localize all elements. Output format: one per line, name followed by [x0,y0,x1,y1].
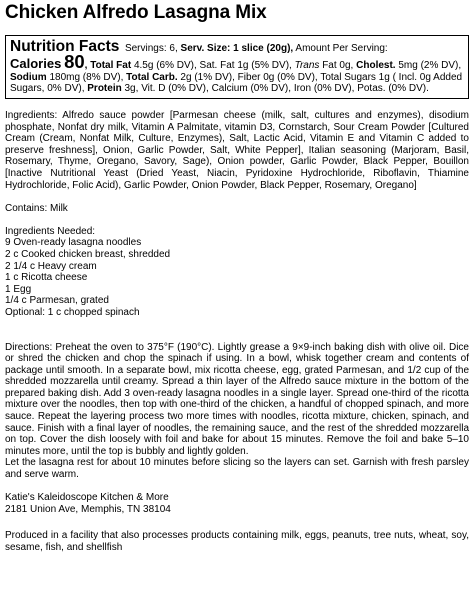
sugars-text: Total Sugars 1g ( Incl. 0g Added Sugars, 0% DV), [10,71,463,94]
sodium-label: Sodium [10,71,47,83]
per-serving-text: Amount Per Serving: [295,43,388,54]
ingredients-needed-list [5,226,469,319]
servings-text: Servings: 6, [124,43,178,54]
iron-text: Iron (0% DV), [293,83,355,94]
sodium-value: 180mg (8% DV), [49,71,124,83]
vitamin-d-text: Vit. D (0% DV), [141,83,209,94]
nutrition-heading: Nutrition Facts [10,38,120,55]
carb-label: Total Carb. [126,71,178,83]
serving-size-text: Serv. Size: 1 slice (20g), [180,43,294,54]
list-item: Optional: 1 c chopped spinach [5,306,140,318]
list-item: 2 1/4 c Heavy cream [5,260,97,272]
cholesterol-label: Cholest. [356,60,396,71]
label-page [0,2,475,554]
trans-fat-value: Fat 0g, [322,60,354,71]
protein-label: Protein [87,83,122,94]
company-address: 2181 Union Ave, Memphis, TN 38104 [5,503,171,515]
potassium-text: Potas. (0% DV). [357,83,429,94]
allergen-statement: Produced in a facility that also processes products containing milk, eggs, peanuts, tree nuts, wheat, soy, sesame, fish, and shellfish [5,530,469,553]
cholesterol-value: 5mg (2% DV), [398,60,462,71]
list-item: 1 c Ricotta cheese [5,272,88,284]
total-fat-value: 4.5g (6% DV), [133,60,197,71]
list-item: 2 c Cooked chicken breast, shredded [5,248,171,260]
calcium-text: Calcium (0% DV), [211,83,292,94]
directions-paragraph: Directions: Preheat the oven to 375°F (190°C). Lightly grease a 9×9-inch baking dish with olive oil. Dice or shred the chicken and chop the spinach if using. In a bowl, whisk together cream and contents of package until smooth. In a separate bowl, mix ricotta cheese, egg, grated Parmesan, and 1/2 cup of the shredded mozzarella until creamy. Spread a thin layer of the Alfredo sauce mixture in the bottom of the prepared baking dish. Add 3 oven-ready lasagna noodles in a single layer. Spread one-third of the ricotta mixture over the noodles, then top with one-third of the chicken, a handful of chopped spinach, and more sauce. Repeat the layering process two more times with noodles, ricotta mixture, chicken, spinach, and sauce. Finish with a final layer of noodles, the remaining sauce, and the rest of the shredded mozzarella on top. Cover the dish loosely with foil and bake for about 15 minutes. Remove the foil and bake 5–10 minutes more, until the top is bubbly and lightly golden. [5,341,469,457]
calories-label: Calories [10,56,62,71]
total-fat-label: Total Fat [90,60,132,71]
contains-line: Contains: Milk [5,202,68,214]
list-item: 1/4 c Parmesan, grated [5,295,109,307]
sat-fat-text: Sat. Fat 1g (5% DV), [199,60,292,71]
rest-paragraph: Let the lasagna rest for about 10 minutes before slicing so the layers can set. Garnish with fresh parsley and serve warm. [5,457,469,481]
fiber-text: Fiber 0g (0% DV), [237,71,318,83]
trans-fat-label: Trans [294,60,320,71]
list-item: 9 Oven-ready lasagna noodles [5,237,142,249]
carb-value: 2g (1% DV), [180,71,235,83]
nutrition-facts-panel: Nutrition Facts Servings: 6, Serv. Size: 1 slice (20g), Amount Per Serving: Calories 80, Total Fat 4.5g (6% DV), Sat. Fat 1g (5% DV), Trans Fat 0g, Cholest. 5mg (2% DV), Sodium 180mg (8% DV), Total Carb. 2g (1% DV), Fiber 0g (0% DV), Total Sugars 1g ( Incl. 0g Added Sugars, 0% DV), Protein 3g, Vit. D (0% DV), Calcium (0% DV), Iron (0% DV), Potas. (0% DV). [5,35,469,99]
list-item: 1 Egg [5,283,32,295]
ingredients-paragraph: Ingredients: Alfredo sauce powder [Parmesan cheese (milk, salt, cultures and enzymes), disodium phosphate, Nonfat dry milk, Vitamin A Palmitate, vitamin D3, Cornstarch, Sour Cream Powder [Cultured Cream (Cream, Nonfat Milk, Culture, Enzymes), Salt, Lactic Acid, Vitamin E and Vitamin C added to preserve freshness], Onion, Garlic Powder, Salt, White Pepper], Italian seasoning (Marjoram, Basil, Rosemary, Thyme, Oregano, Savory, Sage), Onion powder, Garlic Powder, Black Pepper, Bouillon [Inactive Nutritional Yeast (Dried Yeast, Niacin, Pyridoxine Hydrochloride, Riboflavin, Thiamine Hydrochloride, Folic Acid), Garlic Powder, Onion Powder, Black Pepper, Rosemary, Oregano] [5,110,469,191]
calories-value: 80 [64,51,85,72]
ingredients-needed-heading: Ingredients Needed: [5,225,96,237]
company-info [5,492,469,515]
product-title: Chicken Alfredo Lasagna Mix [5,2,267,23]
protein-value: 3g, [124,83,139,94]
company-name: Katie's Kaleidoscope Kitchen & More [5,492,169,504]
